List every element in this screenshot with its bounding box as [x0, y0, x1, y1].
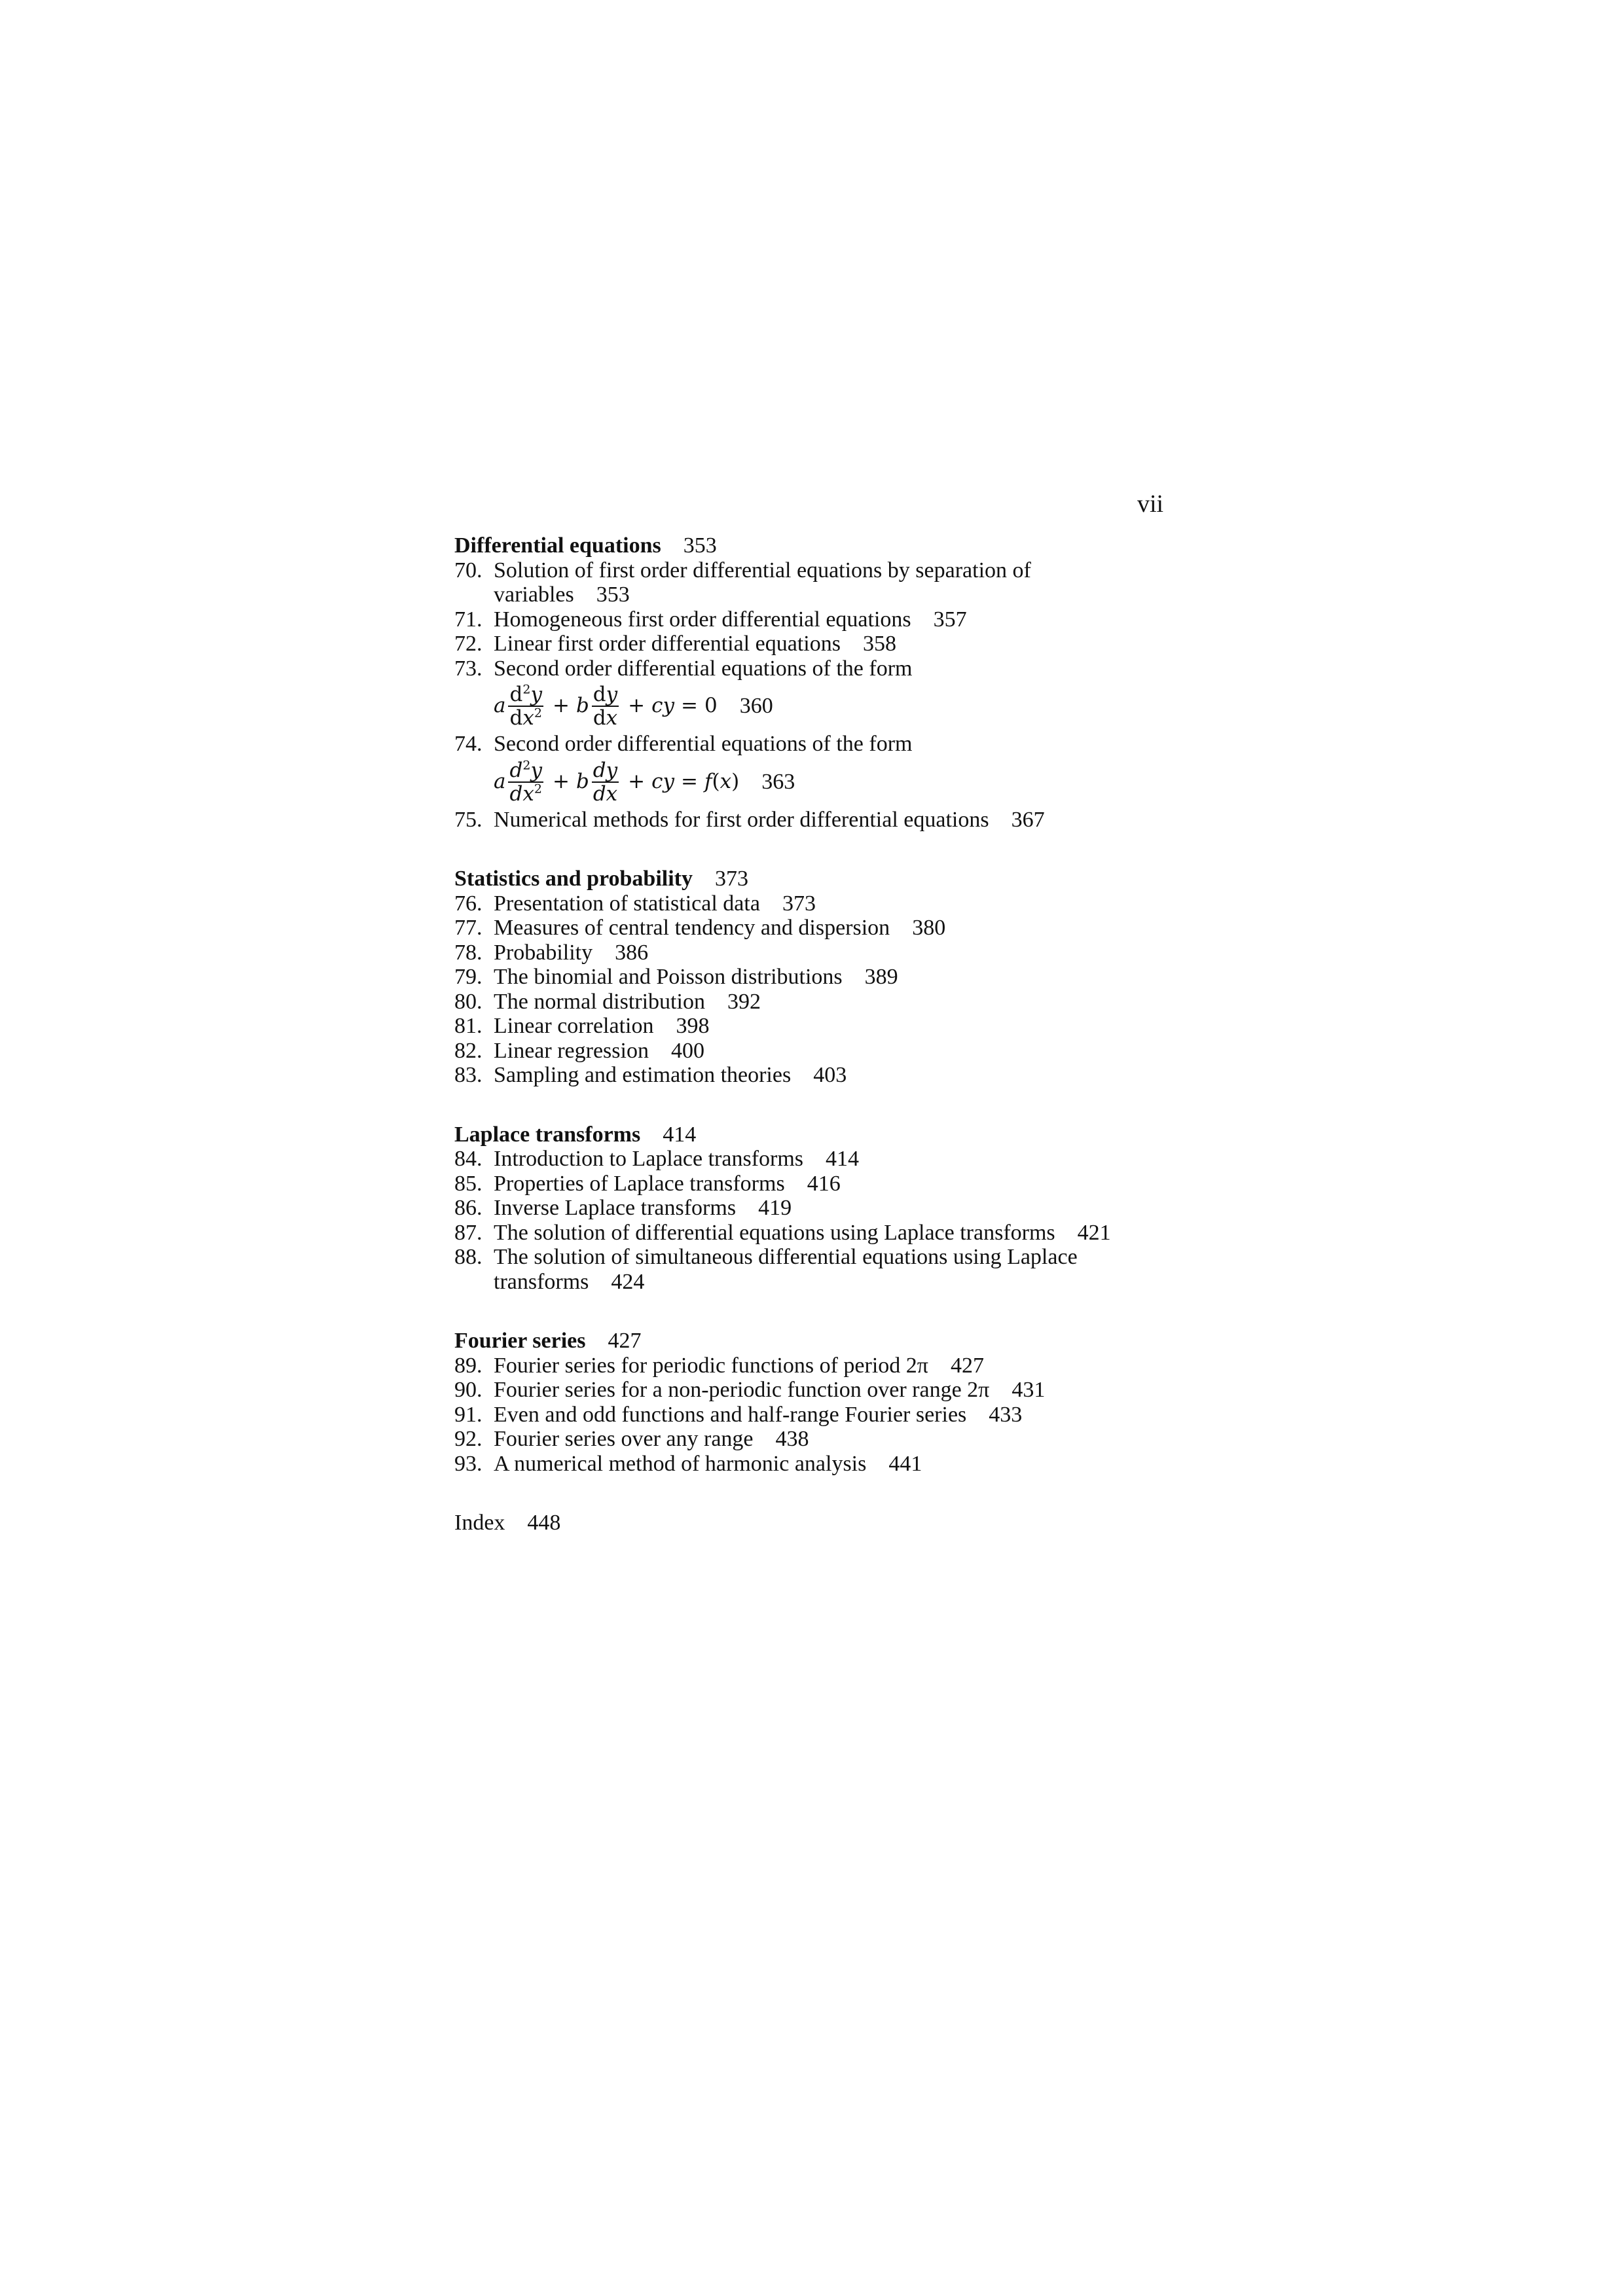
entry-page: 427 — [950, 1353, 984, 1378]
entry-page: 363 — [761, 769, 795, 794]
toc-entry[interactable] — [454, 1014, 1175, 1039]
entry-number: 86. — [454, 1196, 483, 1220]
toc-entry[interactable] — [454, 1039, 1175, 1064]
entry-title: Probability — [494, 940, 593, 965]
entry-number: 85. — [454, 1171, 483, 1196]
toc-entry[interactable] — [454, 607, 1175, 632]
entry-title: Fourier series for a non-periodic function over range 2π — [494, 1378, 990, 1402]
section-title: Laplace transforms — [454, 1122, 641, 1147]
entry-title: Second order differential equations of the form — [494, 732, 913, 756]
entry-page: 431 — [1012, 1378, 1046, 1402]
entry-title: Introduction to Laplace transforms — [494, 1147, 804, 1171]
entry-page: 367 — [1011, 807, 1045, 832]
toc-entry[interactable] — [454, 1221, 1175, 1246]
page-number: vii — [1137, 490, 1164, 518]
section-statistics-and-probability — [454, 867, 1175, 1088]
entry-number: 73. — [454, 656, 483, 681]
entry-title: Fourier series over any range — [494, 1427, 754, 1451]
entry-title: The solution of differential equations using Laplace transforms — [494, 1220, 1055, 1245]
entry-page: 380 — [912, 916, 946, 940]
toc-entry[interactable] — [454, 632, 1175, 656]
section-heading[interactable] — [454, 1329, 1175, 1354]
entry-number: 70. — [454, 558, 483, 583]
entry-title: Second order differential equations of the form — [494, 656, 913, 681]
toc-entry[interactable] — [454, 965, 1175, 990]
entry-page: 398 — [676, 1014, 710, 1038]
toc-entry[interactable] — [454, 1172, 1175, 1196]
toc-entry[interactable] — [454, 1245, 1175, 1294]
entry-number: 91. — [454, 1402, 483, 1427]
entry-number: 93. — [454, 1451, 483, 1476]
section-heading[interactable] — [454, 1122, 1175, 1147]
entry-number: 74. — [454, 732, 483, 756]
toc-entry[interactable] — [454, 1147, 1175, 1172]
entry-number: 87. — [454, 1220, 483, 1245]
index-page: 448 — [527, 1511, 561, 1535]
toc-entry[interactable] — [454, 990, 1175, 1014]
entry-number: 77. — [454, 916, 483, 940]
entry-title: Presentation of statistical data — [494, 891, 760, 916]
entry-number: 82. — [454, 1038, 483, 1063]
entry-title: Fourier series for periodic functions of period 2π — [494, 1353, 928, 1378]
section-page: 373 — [715, 867, 749, 891]
entry-number: 92. — [454, 1427, 483, 1451]
entry-title: Properties of Laplace transforms — [494, 1171, 785, 1196]
entry-page: 373 — [782, 891, 816, 916]
entry-page: 386 — [615, 940, 649, 965]
entry-page: 438 — [775, 1427, 809, 1451]
section-differential-equations — [454, 533, 1175, 832]
toc-entry[interactable] — [454, 732, 1175, 808]
entry-title: Inverse Laplace transforms — [494, 1196, 737, 1220]
entry-title-continued: variables — [494, 583, 574, 607]
entry-page: 392 — [727, 989, 761, 1014]
entry-page: 403 — [813, 1063, 847, 1087]
toc-entry[interactable] — [454, 1378, 1175, 1403]
entry-title: The binomial and Poisson distributions — [494, 965, 843, 989]
entry-number: 89. — [454, 1353, 483, 1378]
section-page: 353 — [683, 533, 717, 558]
entry-title: Even and odd functions and half-range Fourier series — [494, 1402, 967, 1427]
toc-entry[interactable] — [454, 1354, 1175, 1378]
toc-entry[interactable] — [454, 941, 1175, 965]
section-heading[interactable] — [454, 533, 1175, 558]
entry-title-continued: transforms — [494, 1269, 589, 1294]
entry-page: 358 — [862, 632, 896, 656]
index-entry[interactable] — [454, 1511, 1175, 1535]
entry-number: 81. — [454, 1014, 483, 1038]
equation-nonhomogeneous: a $\frac{d^2y}{dx^2}$ + b $\frac{dy}{dx}$ + cy = f(x) 363 — [494, 758, 795, 806]
entry-page: 353 — [596, 583, 630, 607]
toc-entry[interactable] — [454, 656, 1175, 732]
section-laplace-transforms — [454, 1122, 1175, 1295]
toc-entry[interactable] — [454, 1063, 1175, 1088]
entry-number: 88. — [454, 1245, 483, 1269]
entry-title: A numerical method of harmonic analysis — [494, 1451, 867, 1476]
section-page: 414 — [663, 1122, 697, 1147]
toc-entry[interactable] — [454, 1427, 1175, 1452]
toc-entry[interactable] — [454, 1452, 1175, 1477]
index-label: Index — [454, 1511, 505, 1535]
toc-entry[interactable] — [454, 1196, 1175, 1221]
section-heading[interactable] — [454, 867, 1175, 891]
entry-page: 400 — [670, 1038, 704, 1063]
equation-homogeneous: a $\frac{d^2y}{dx^2}$ + b $\frac{dy}{dx}$ + cy = 0 360 — [494, 682, 773, 730]
entry-page: 419 — [758, 1196, 792, 1220]
entry-title: Solution of first order differential equations by separation of — [494, 558, 1031, 583]
entry-number: 80. — [454, 989, 483, 1014]
entry-title: Homogeneous first order differential equations — [494, 607, 911, 632]
entry-number: 83. — [454, 1063, 483, 1087]
entry-page: 414 — [826, 1147, 860, 1171]
toc-entry[interactable] — [454, 808, 1175, 833]
section-title: Differential equations — [454, 533, 661, 558]
entry-number: 76. — [454, 891, 483, 916]
entry-title: Measures of central tendency and dispersion — [494, 916, 890, 940]
entry-page: 360 — [739, 694, 773, 719]
entry-number: 90. — [454, 1378, 483, 1402]
entry-title: Linear correlation — [494, 1014, 654, 1038]
entry-number: 75. — [454, 807, 483, 832]
section-fourier-series — [454, 1329, 1175, 1476]
toc-entry[interactable] — [454, 916, 1175, 941]
entry-page: 416 — [807, 1171, 841, 1196]
entry-number: 79. — [454, 965, 483, 989]
entry-title: Linear regression — [494, 1038, 649, 1063]
toc-entry[interactable] — [454, 558, 1175, 607]
entry-title: Sampling and estimation theories — [494, 1063, 792, 1087]
entry-number: 72. — [454, 632, 483, 656]
entry-number: 78. — [454, 940, 483, 965]
entry-page: 424 — [611, 1269, 645, 1294]
entry-number: 84. — [454, 1147, 483, 1171]
section-title: Fourier series — [454, 1329, 586, 1353]
toc-entry[interactable] — [454, 1403, 1175, 1427]
entry-title: The normal distribution — [494, 989, 705, 1014]
toc-entry[interactable] — [454, 891, 1175, 916]
entry-page: 389 — [864, 965, 898, 989]
entry-number: 71. — [454, 607, 483, 632]
entry-title: The solution of simultaneous differential equations using Laplace — [494, 1245, 1078, 1269]
entry-page: 441 — [888, 1451, 922, 1476]
table-of-contents — [454, 533, 1175, 1535]
entry-title: Linear first order differential equations — [494, 632, 841, 656]
entry-page: 433 — [989, 1402, 1023, 1427]
section-title: Statistics and probability — [454, 867, 693, 891]
entry-page: 357 — [933, 607, 967, 632]
section-page: 427 — [608, 1329, 642, 1353]
entry-title: Numerical methods for first order differential equations — [494, 807, 989, 832]
entry-page: 421 — [1077, 1220, 1111, 1245]
